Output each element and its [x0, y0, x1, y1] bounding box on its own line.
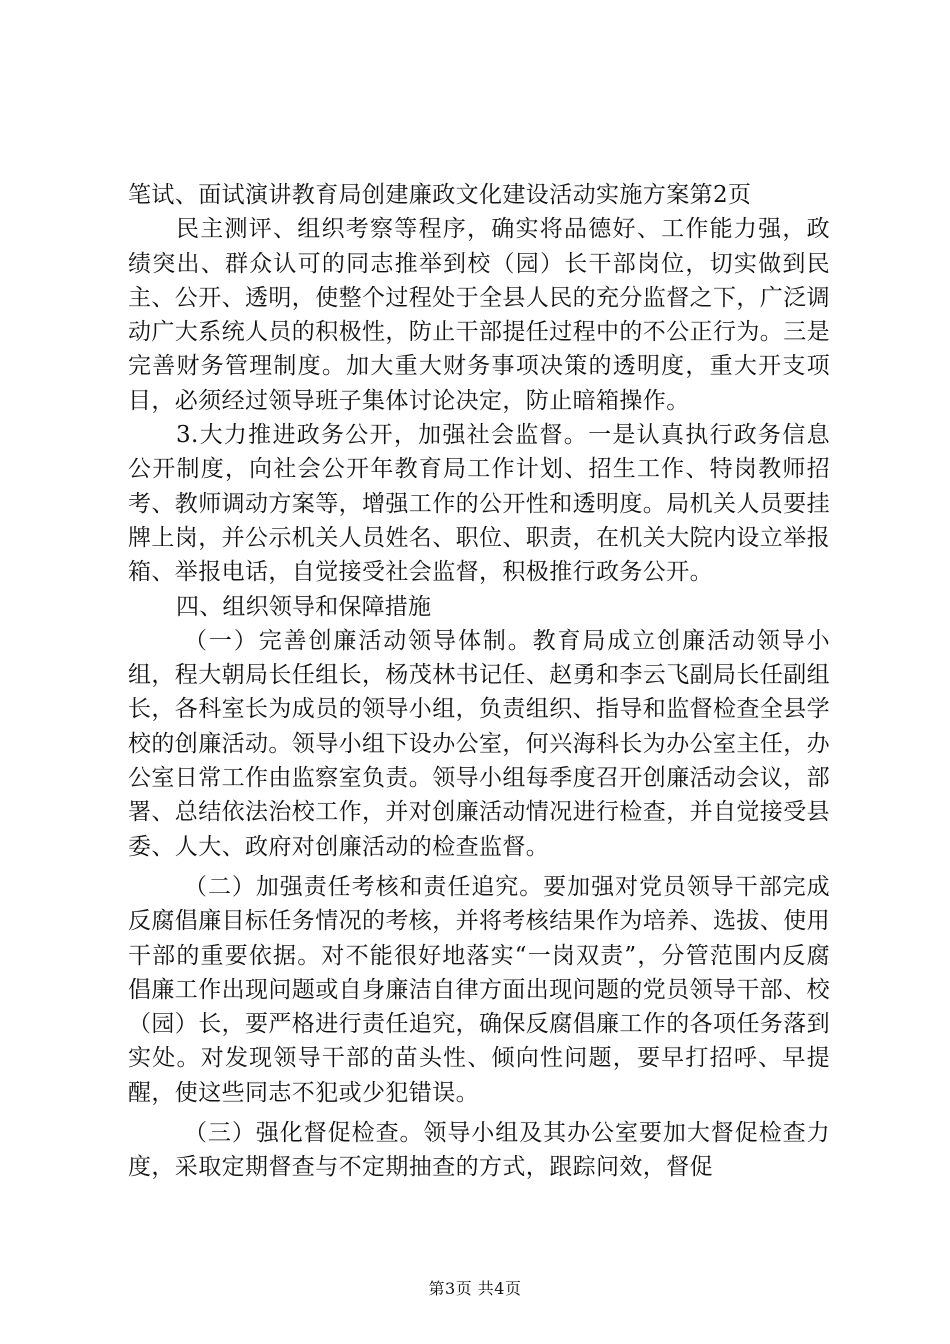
paragraph-supervision-inspection: （三）强化督促检查。领导小组及其办公室要加大督促检查力度，采取定期督查与不定期抽查的方式，跟踪问效，督促: [128, 1120, 830, 1181]
document-title-line: 笔试、面试演讲教育局创建廉政文化建设活动实施方案第2页: [128, 182, 752, 208]
paragraph-leadership-system: （一）完善创廉活动领导体制。教育局成立创廉活动领导小组，程大朝局长任组长，杨茂林书记任、赵勇和李云飞副局长任副组长，各科室长为成员的领导小组，负责组织、指导和监督检查全县学校的创廉活动。领导小组下设办公室，何兴海科长为办公室主任，办公室日常工作由监察室负责。领导小组每季度召开创廉活动会议，部署、总结依法治校工作，并对创廉活动情况进行检查，并自觉接受县委、人大、政府对创廉活动的检查监督。: [128, 627, 830, 860]
paragraph-government-affairs-openness: 3.大力推进政务公开，加强社会监督。一是认真执行政务信息公开制度，向社会公开年教育局工作计划、招生工作、特岗教师招考、教师调动方案等，增强工作的公开性和透明度。局机关人员要挂牌上岗，并公示机关人员姓名、职位、职责，在机关大院内设立举报箱、举报电话，自觉接受社会监督，积极推行政务公开。: [128, 422, 830, 586]
page-number-footer: 第3页 共4页: [428, 1279, 522, 1298]
paragraph-responsibility-assessment: （二）加强责任考核和责任追究。要加强对党员领导干部完成反腐倡廉目标任务情况的考核，并将考核结果作为培养、选拔、使用干部的重要依据。对不能很好地落实“一岗双责”，分管范围内反腐倡廉工作出现问题或自身廉洁自律方面出现问题的党员领导干部、校（园）长，要严格进行责任追究，确保反腐倡廉工作的各项任务落到实处。对发现领导干部的苗头性、倾向性问题，要早打招呼、早提醒，使这些同志不犯或少犯错误。: [128, 873, 830, 1106]
section-heading-organization: 四、组织领导和保障措施: [176, 593, 432, 620]
paragraph-democratic-evaluation: 民主测评、组织考察等程序，确实将品德好、工作能力强，政绩突出、群众认可的同志推举到校（园）长干部岗位，切实做到民主、公开、透明，使整个过程处于全县人民的充分监督之下，广泛调动广大系统人员的积极性，防止干部提任过程中的不公正行为。三是完善财务管理制度。加大重大财务事项决策的透明度，重大开支项目，必须经过领导班子集体讨论决定，防止暗箱操作。: [128, 216, 830, 414]
document-body: [128, 178, 830, 1185]
